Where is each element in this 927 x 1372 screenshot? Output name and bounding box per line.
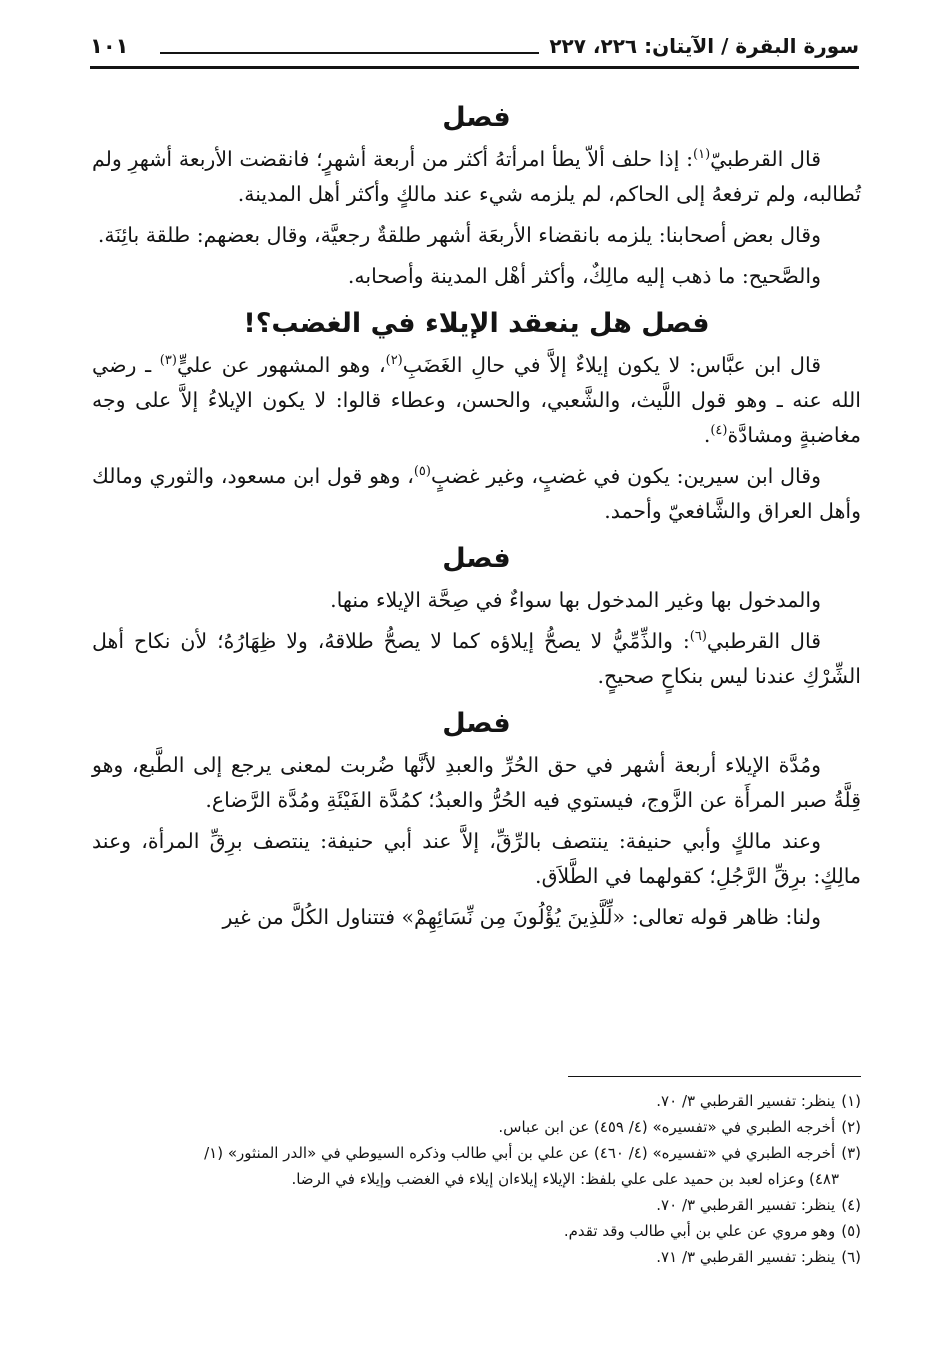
footnote-number: (٤) [841, 1196, 861, 1214]
footnote-separator [568, 1076, 861, 1077]
footnote-text: ينظر: تفسير القرطبي ٣/ ٧٠. [656, 1092, 836, 1110]
footnote-reference[interactable]: (٣) [159, 353, 177, 369]
text-run: وقال بعض أصحابنا: يلزمه بانقضاء الأربعَة أشهر طلقةٌ رجعيَّة، وقال بعضهم: طلقة بائِنَة. [97, 223, 821, 247]
header-rule [90, 66, 859, 69]
paragraph [92, 900, 861, 935]
section-title: فصل [442, 543, 511, 574]
footnote-text: ينظر: تفسير القرطبي ٣/ ٧٠. [656, 1196, 836, 1214]
page-header [90, 28, 859, 68]
footnote-text: ٤٨٣) وعزاه لعبد بن حميد على علي بلفظ: الإيلاء إيلاءان إيلاء في الغضب وإيلاء في الرضا. [291, 1170, 839, 1188]
paragraph [92, 459, 861, 529]
footnote-line [92, 1244, 861, 1270]
footnote-number: (٣) [841, 1144, 861, 1162]
section-title: فصل هل ينعقد الإيلاء في الغضب؟! [243, 308, 710, 339]
text-run: والصَّحيح: ما ذهب إليه مالِكٌ، وأكثر أهْل المدينة وأصحابه. [347, 264, 821, 288]
footnote-text: أخرجه الطبري في «تفسيره» (٤/ ٤٥٩) عن ابن عباس. [498, 1118, 836, 1136]
text-run: وقال ابن سيرين: يكون في غضبٍ، وغير غضبٍ [430, 464, 822, 488]
text-run: ومُدَّة الإيلاء أربعة أشهر في حق الحُرِّ والعبدِ لأنَّها ضُربت لمعنى يرجع إلى الطَّبع، وهو قِلَّةُ صبر المرأَة عن الزَّوج، فيستوي فيه الحُرُّ والعبدُ؛ كمُدَّة الفَيْئَةِ ومُدَّة الرَّضاع. [92, 753, 861, 812]
text-run: ، وهو قول ابن مسعود، والثوري ومالك وأهل العراق والشَّافعيّ وأحمد. [92, 464, 861, 523]
text-run: ـ رضي الله عنه ـ وهو قول اللَّيث، والشَّعبي، والحسن، وعطاء قالوا: لا يكون الإيلاءُ إلاَّ على وجه مغاضبةٍ ومشادَّة [92, 353, 861, 447]
paragraph [92, 348, 861, 453]
page-number: ١٠١ [90, 34, 129, 58]
footnote-number: (١) [841, 1092, 861, 1110]
footnote-text: ينظر: تفسير القرطبي ٣/ ٧١. [656, 1248, 836, 1266]
paragraph [92, 748, 861, 818]
text-run: : والذِّمِّيُّ لا يصحُّ إيلاؤه كما لا يصحُّ طلاقهُ، ولا ظِهَارُهُ؛ لأن نكاح أهل الشِّرْكِ عندنا ليس بنكاحٍ صحيحٍ. [92, 629, 861, 688]
text-run: . [703, 423, 711, 447]
footnote-number: (٢) [841, 1118, 861, 1136]
footnote-text: أخرجه الطبري في «تفسيره» (٤/ ٤٦٠) عن علي بن أبي طالب وذكره السيوطي في «الدر المنثور» (١/ [204, 1144, 836, 1162]
footnotes [92, 1088, 861, 1270]
header-fill-line [160, 52, 539, 54]
paragraph [92, 624, 861, 694]
footnote-line [92, 1114, 861, 1140]
text-run: قال القرطبي [706, 629, 821, 653]
footnote-reference[interactable]: (٥) [413, 464, 431, 480]
footnote-reference[interactable]: (١) [693, 147, 711, 163]
section-title: فصل [442, 708, 511, 739]
footnote-text: وهو مروي عن علي بن أبي طالب وقد تقدم. [563, 1222, 836, 1240]
main-text [92, 98, 861, 941]
paragraph [92, 218, 861, 253]
paragraph [92, 824, 861, 894]
footnote-line [92, 1166, 861, 1192]
footnote-number: (٥) [841, 1222, 861, 1240]
footnote-reference[interactable]: (٤) [710, 423, 728, 439]
footnote-line [92, 1218, 861, 1244]
footnote-line [92, 1140, 861, 1166]
footnote-reference[interactable]: (٦) [689, 629, 707, 645]
paragraph [92, 583, 861, 618]
paragraph [92, 259, 861, 294]
footnote-line [92, 1088, 861, 1114]
text-run: ، وهو المشهور عن عليٍّ [176, 353, 386, 377]
text-run: قال ابن عبَّاس: لا يكون إيلاءٌ إلاَّ في حالِ الغَضَبِ [402, 353, 822, 377]
running-title: سورة البقرة / الآيتان: ٢٢٦، ٢٢٧ [549, 34, 859, 58]
text-run: قال القرطبيّ [710, 147, 821, 171]
text-run: : إذا حلف ألاّ يطأ امرأتهُ أكثر من أربعة أشهرٍ؛ فانقضت الأربعة أشهرِ ولم تُطالبه، ولم ترفعهُ إلى الحاكم، لم يلزمه شيء عند مالكٍ وأكثر أهل المدينة. [92, 147, 861, 206]
footnote-number: (٦) [841, 1248, 861, 1266]
text-run: وعند مالكٍ وأبي حنيفة: ينتصف بالرِّقِّ، إلاَّ عند أبي حنيفة: ينتصف برِقِّ المرأة، وعند مالِكٍ: برِقِّ الرَّجُلِ؛ كقولهما في الطَّلاَق. [92, 829, 861, 888]
paragraph [92, 142, 861, 212]
footnote-reference[interactable]: (٢) [385, 353, 403, 369]
text-run: ولنا: ظاهر قوله تعالى: «لِّلَّذِينَ يُؤْلُونَ مِن نِّسَائِهِمْ» فتتناول الكُلَّ من غير [222, 905, 821, 929]
text-run: والمدخول بها وغير المدخول بها سواءٌ في صِحَّة الإيلاء منها. [330, 588, 821, 612]
section-title: فصل [442, 102, 511, 133]
footnote-line [92, 1192, 861, 1218]
